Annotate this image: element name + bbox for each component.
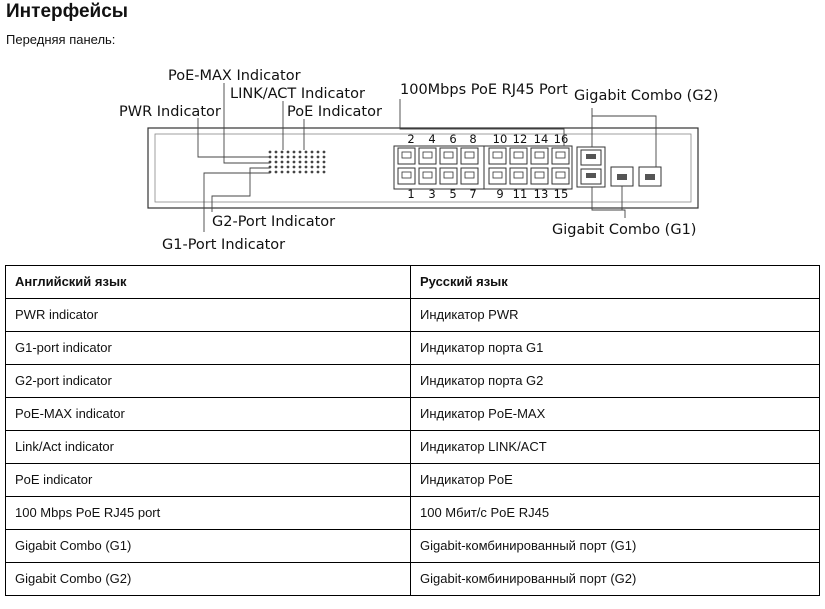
rj45-port [531, 148, 548, 164]
table-row [6, 299, 820, 332]
cell-russian: Индикатор PWR [411, 299, 820, 332]
led-indicator [281, 171, 284, 174]
front-panel-diagram [0, 0, 825, 262]
led-indicator [323, 156, 326, 159]
rj45-port [552, 148, 569, 164]
cell-russian: Gigabit-комбинированный порт (G1) [411, 530, 820, 563]
led-indicator [293, 171, 296, 174]
cell-russian: Индикатор PoE [411, 464, 820, 497]
led-indicator [323, 151, 326, 154]
cell-english: Gigabit Combo (G2) [6, 563, 411, 596]
port-number-top: 4 [428, 132, 436, 146]
cell-english: Link/Act indicator [6, 431, 411, 464]
led-indicator [317, 151, 320, 154]
led-indicator [275, 166, 278, 169]
table-row [6, 431, 820, 464]
port-number-bottom: 11 [512, 187, 528, 201]
led-indicator [305, 166, 308, 169]
table-row [6, 464, 820, 497]
led-indicator [311, 161, 314, 164]
port-number-bottom: 3 [428, 187, 436, 201]
label-poe-rj45-port: 100Mbps PoE RJ45 Port [400, 82, 568, 98]
led-indicator [287, 166, 290, 169]
cell-english: PoE-MAX indicator [6, 398, 411, 431]
led-indicator [305, 161, 308, 164]
led-indicator [299, 151, 302, 154]
page-heading: Интерфейсы [6, 1, 129, 22]
cell-russian: 100 Мбит/с PoE RJ45 [411, 497, 820, 530]
rj45-port [531, 168, 548, 184]
rj45-port [489, 168, 506, 184]
cell-english: 100 Mbps PoE RJ45 port [6, 497, 411, 530]
rj45-port [440, 148, 457, 164]
port-number-top: 14 [533, 132, 549, 146]
cell-russian: Индикатор порта G1 [411, 332, 820, 365]
led-indicator [317, 166, 320, 169]
led-indicator [281, 161, 284, 164]
rj45-port [461, 168, 478, 184]
label-pwr-indicator: PWR Indicator [119, 104, 221, 120]
led-indicator [311, 156, 314, 159]
port-number-bottom: 9 [496, 187, 504, 201]
led-indicator [275, 156, 278, 159]
rj45-port [419, 168, 436, 184]
table-row [6, 398, 820, 431]
led-indicator [299, 171, 302, 174]
led-indicator [323, 171, 326, 174]
rj45-port [419, 148, 436, 164]
table-row [6, 530, 820, 563]
led-indicator [311, 171, 314, 174]
front-panel-caption: Передняя панель: [6, 32, 116, 47]
led-indicator [287, 171, 290, 174]
led-indicator [299, 166, 302, 169]
led-indicator [299, 156, 302, 159]
table-row [6, 332, 820, 365]
port-number-bottom: 1 [407, 187, 415, 201]
led-indicator [275, 171, 278, 174]
label-poe-max-indicator: PoE-MAX Indicator [168, 68, 301, 84]
led-indicator [287, 161, 290, 164]
led-indicator [305, 156, 308, 159]
rj45-port [552, 168, 569, 184]
led-indicator [293, 166, 296, 169]
port-number-bottom: 7 [469, 187, 477, 201]
cell-russian: Индикатор LINK/ACT [411, 431, 820, 464]
table-row [6, 563, 820, 596]
port-number-top: 16 [553, 132, 569, 146]
port-number-bottom: 5 [449, 187, 457, 201]
cell-english: G1-port indicator [6, 332, 411, 365]
table-row [6, 365, 820, 398]
label-g1-port-indicator: G1-Port Indicator [162, 237, 286, 253]
led-indicator [275, 161, 278, 164]
cell-russian: Индикатор PoE-MAX [411, 398, 820, 431]
led-indicator [293, 151, 296, 154]
led-indicator [311, 151, 314, 154]
led-indicator [323, 166, 326, 169]
led-indicator [305, 171, 308, 174]
led-indicator [293, 156, 296, 159]
label-g2-port-indicator: G2-Port Indicator [212, 214, 336, 230]
led-indicator [317, 171, 320, 174]
translation-table [5, 265, 820, 596]
label-gigabit-combo-g2: Gigabit Combo (G2) [574, 88, 719, 104]
cell-english: G2-port indicator [6, 365, 411, 398]
led-indicator [299, 161, 302, 164]
rj45-port [510, 168, 527, 184]
led-indicator [275, 151, 278, 154]
label-poe-indicator: PoE Indicator [287, 104, 382, 120]
led-indicator [317, 156, 320, 159]
port-number-top: 6 [449, 132, 457, 146]
column-header-english: Английский язык [6, 266, 411, 299]
port-number-top: 8 [469, 132, 477, 146]
led-indicator [323, 161, 326, 164]
table-row [6, 497, 820, 530]
rj45-port [440, 168, 457, 184]
cell-english: Gigabit Combo (G1) [6, 530, 411, 563]
led-indicator [305, 151, 308, 154]
label-gigabit-combo-g1: Gigabit Combo (G1) [552, 222, 697, 238]
rj45-port [489, 148, 506, 164]
port-number-top: 10 [492, 132, 508, 146]
rj45-port [398, 168, 415, 184]
port-number-bottom: 15 [553, 187, 569, 201]
led-indicator [281, 156, 284, 159]
cell-russian: Индикатор порта G2 [411, 365, 820, 398]
led-indicator [311, 166, 314, 169]
rj45-port [398, 148, 415, 164]
led-indicator [281, 166, 284, 169]
label-link-act-indicator: LINK/ACT Indicator [230, 86, 365, 102]
cell-english: PoE indicator [6, 464, 411, 497]
led-indicator [287, 151, 290, 154]
port-number-top: 12 [512, 132, 528, 146]
column-header-russian: Русский язык [411, 266, 820, 299]
table-header-row [6, 266, 820, 299]
port-number-top: 2 [407, 132, 415, 146]
rj45-port [510, 148, 527, 164]
cell-english: PWR indicator [6, 299, 411, 332]
led-indicator [269, 151, 272, 154]
led-indicator [293, 161, 296, 164]
led-indicator [281, 151, 284, 154]
led-indicator [317, 161, 320, 164]
rj45-port [461, 148, 478, 164]
port-number-bottom: 13 [533, 187, 549, 201]
table-body [6, 299, 820, 596]
cell-russian: Gigabit-комбинированный порт (G2) [411, 563, 820, 596]
led-indicator [287, 156, 290, 159]
